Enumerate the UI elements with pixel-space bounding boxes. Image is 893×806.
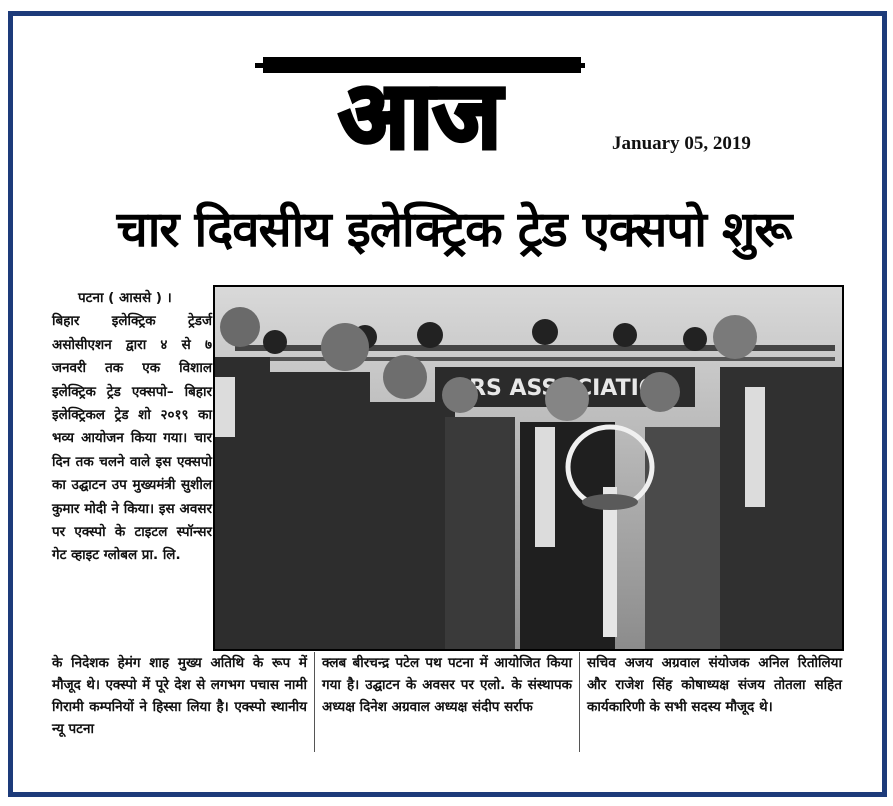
headline: चार दिवसीय इलेक्ट्रिक ट्रेड एक्सपो शुरू <box>116 201 792 258</box>
publication-date: January 05, 2019 <box>612 133 751 154</box>
article-text-4: सचिव अजय अग्रवाल संयोजक अनिल रितोलिया और राजेश सिंह कोषाध्यक्ष संजय तोतला सहित कार्यकारिणी के सभी सदस्य मौजूद थे। <box>587 655 842 715</box>
article-text-1: बिहार इलेक्ट्रिक ट्रेडर्ज असोसीएशन द्वारा ४ से ७ जनवरी तक एक विशाल इलेक्ट्रिक ट्रेड एक्सपो– बिहार इलेक्ट्रिकल ट्रेड शो २०१९ का भव्य आयोजन किया गया। चार दिन तक चलने वाले इस एक्सपो का उद्घाटन उप मुख्यमंत्री सुशील कुमार मोदी ने किया। इस अवसर पर एक्स्पो के टाइटल स्पॉन्सर गेट व्हाइट ग्लोबल प्रा. लि. <box>52 313 212 564</box>
masthead-title: आज <box>338 62 502 155</box>
column-divider <box>579 652 580 752</box>
article-text-2: के निदेशक हेमंग शाह मुख्य अतिथि के रूप में मौजूद थे। एक्स्पो में पूरे देश से लगभग पचास नामी गिरामी कम्पनियों ने हिस्सा लिया है। एक्स्पो स्थानीय न्यू पटना <box>52 655 307 737</box>
article-bottom <box>52 652 842 767</box>
newspaper-masthead <box>255 45 585 155</box>
article-column-1 <box>52 287 212 568</box>
news-photo <box>213 285 844 651</box>
column-divider <box>314 652 315 752</box>
masthead-logo <box>255 45 585 155</box>
article-text-3: क्लब बीरचन्द्र पटेल पथ पटना में आयोजित किया गया है। उद्घाटन के अवसर पर एलो. के संस्थापक अध्यक्ष दिनेश अग्रवाल अध्यक्ष संदीप सर्राफ <box>322 655 572 715</box>
dateline: पटना ( आससे ) । <box>78 290 172 306</box>
photo-banner-text: ERS ASSOCIATION <box>454 376 676 401</box>
